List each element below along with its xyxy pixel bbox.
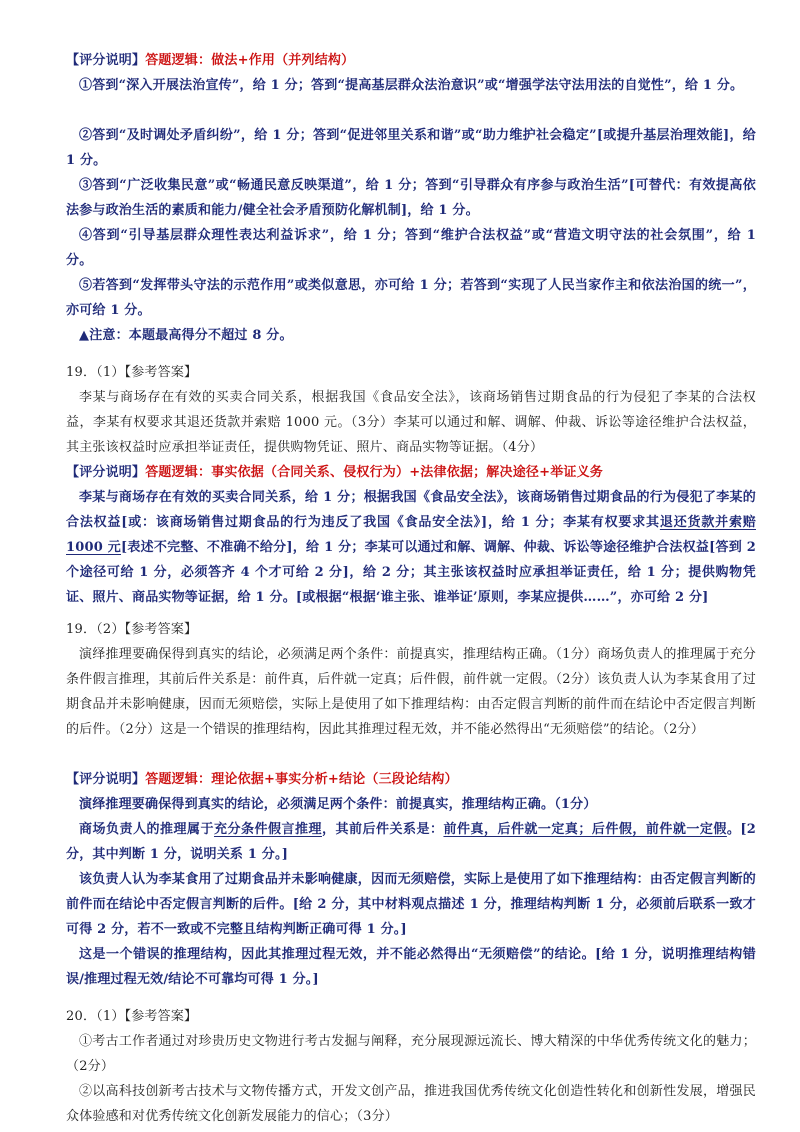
scoring-note: ▲注意：本题最高得分不超过 8 分。 bbox=[79, 328, 293, 343]
q20-1-answer-1: ①考古工作者通过对珍贵历史文物进行考古发掘与阐释，充分展现源远流长、博大精深的中华优秀传统文化的魅力；（2分） bbox=[66, 1034, 756, 1074]
key-point: 充分条件假言推理 bbox=[213, 822, 322, 837]
q19-2-scoring-1: 演绎推理要确保得到真实的结论，必须满足两个条件：前提真实，推理结构正确。（1分） bbox=[79, 797, 597, 812]
q19-1-scoring-detail bbox=[66, 485, 756, 610]
scoring-text: ，其前后件关系是： bbox=[321, 822, 444, 837]
q19-2-scoring-heading bbox=[66, 767, 756, 792]
q19-2-answer: 演绎推理要确保得到真实的结论，必须满足两个条件：前提真实，推理结构正确。（1分）商场负责人的推理属于充分条件假言推理，其前后件关系是：前件真，后件就一定真；后件假，前件就一定假。（2分）该负责人认为李某食用了过期食品并未影响健康，因而无须赔偿，实际上是使用了如下推理结构：由否定假言判断的前件而在结论中否定假言判断的后件。（2分）这是一个错误的推理结构，因此其推理过程无效，并不能必然得出“无须赔偿”的结论。（2分） bbox=[66, 647, 756, 737]
key-point: 前件真，后件就一定真；后件假，前件就一定假 bbox=[443, 822, 727, 837]
q19-2-header: 19．（2）【参考答案】 bbox=[66, 622, 198, 637]
scoring-text: 商场负责人的推理属于 bbox=[79, 822, 214, 837]
q19-1-scoring-heading bbox=[66, 460, 756, 485]
scoring-item-5: ⑤若答到“发挥带头守法的示范作用”或类似意思，亦可给 1 分；若答到“实现了人民当家作主和依法治国的统一”，亦可给 1 分。 bbox=[66, 278, 756, 318]
key-point: 退还货款并索赔 1000 元 bbox=[66, 515, 756, 555]
scoring-item-2: ②答到“及时调处矛盾纠纷”，给 1 分；答到“促进邻里关系和谐”或“助力维护社会稳定”[或提升基层治理效能]，给 1 分。 bbox=[66, 128, 756, 168]
scoring-label: 【评分说明】 bbox=[66, 465, 146, 480]
q19-1-answer: 李某与商场存在有效的买卖合同关系，根据我国《食品安全法》，该商场销售过期食品的行为侵犯了李某的合法权益，李某有权要求其退还货款并索赔 1000 元。（3分）李某可以通过和解、调解、仲裁、诉讼等途径维护合法权益，其主张该权益时应承担举证责任，提供购物凭证、照片、商品实物等证据。（4分） bbox=[66, 390, 756, 455]
answer-logic: 答题逻辑：做法+作用（并列结构） bbox=[145, 53, 355, 68]
scoring-item-1: ①答到“深入开展法治宣传”，给 1 分；答到“提高基层群众法治意识”或“增强学法守法用法的自觉性”，给 1 分。 bbox=[79, 78, 744, 93]
answer-logic: 答题逻辑：事实依据（合同关系、侵权行为）+法律依据；解决途径+举证义务 bbox=[145, 465, 603, 480]
scoring-text: [表述不完整、不准确不给分]，给 1 分；李某可以通过和解、调解、仲裁、诉讼等途径维护合法权益[答到 2 个途径可给 1 分，必须答齐 4 个才可给 2 分]，给 2 分；其主张该权益时应承担举证责任，给 1 分；提供购物凭证、照片、商品实物等证据，给 1 分。[或根据“根据‘谁主张、谁举证’原则，李某应提供……”，亦可给 2 分] bbox=[66, 540, 756, 605]
q19-2-scoring-3: 该负责人认为李某食用了过期食品并未影响健康，因而无须赔偿，实际上是使用了如下推理结构：由否定假言判断的前件而在结论中否定假言判断的后件。[给 2 分，其中材料观点描述 1 分，推理结构判断 1 分，必须前后联系一致才可得 2 分，若不一致或不完整且结构判断正确可得 1 分。] bbox=[66, 872, 756, 937]
q19-2-scoring-4: 这是一个错误的推理结构，因此其推理过程无效，并不能必然得出“无须赔偿”的结论。[给 1 分，说明推理结构错误/推理过程无效/结论不可靠均可得 1 分。] bbox=[66, 947, 756, 987]
scoring-label: 【评分说明】 bbox=[66, 53, 146, 68]
scoring-block-1 bbox=[66, 48, 756, 73]
scoring-item-4: ④答到“引导基层群众理性表达利益诉求”，给 1 分；答到“维护合法权益”或“营造文明守法的社会氛围”，给 1 分。 bbox=[66, 228, 756, 268]
q19-2-scoring-2 bbox=[66, 817, 756, 867]
scoring-text: 李某与商场存在有效的买卖合同关系，给 1 分；根据我国《食品安全法》，该商场销售过期食品的行为侵犯了李某的合法权益[或：该商场销售过期食品的行为违反了我国《食品安全法》]，给 1 分；李某有权要求其 bbox=[66, 490, 756, 530]
scoring-label: 【评分说明】 bbox=[66, 772, 146, 787]
answer-logic: 答题逻辑：理论依据+事实分析+结论（三段论结构） bbox=[145, 772, 458, 787]
scoring-text: 。[2 分，其中判断 1 分，说明关系 1 分。] bbox=[66, 822, 757, 862]
scoring-item-3: ③答到“广泛收集民意”或“畅通民意反映渠道”，给 1 分；答到“引导群众有序参与政治生活”[可替代：有效提高依法参与政治生活的素质和能力/健全社会矛盾预防化解机制]，给 1 分。 bbox=[66, 178, 756, 218]
q20-1-header: 20．（1）【参考答案】 bbox=[66, 1009, 198, 1024]
q19-1-header: 19．（1）【参考答案】 bbox=[66, 365, 198, 380]
q20-1-answer-2: ②以高科技创新考古技术与文物传播方式，开发文创产品，推进我国优秀传统文化创造性转化和创新性发展，增强民众体验感和对优秀传统文化创新发展能力的信心；（3分） bbox=[66, 1084, 756, 1124]
